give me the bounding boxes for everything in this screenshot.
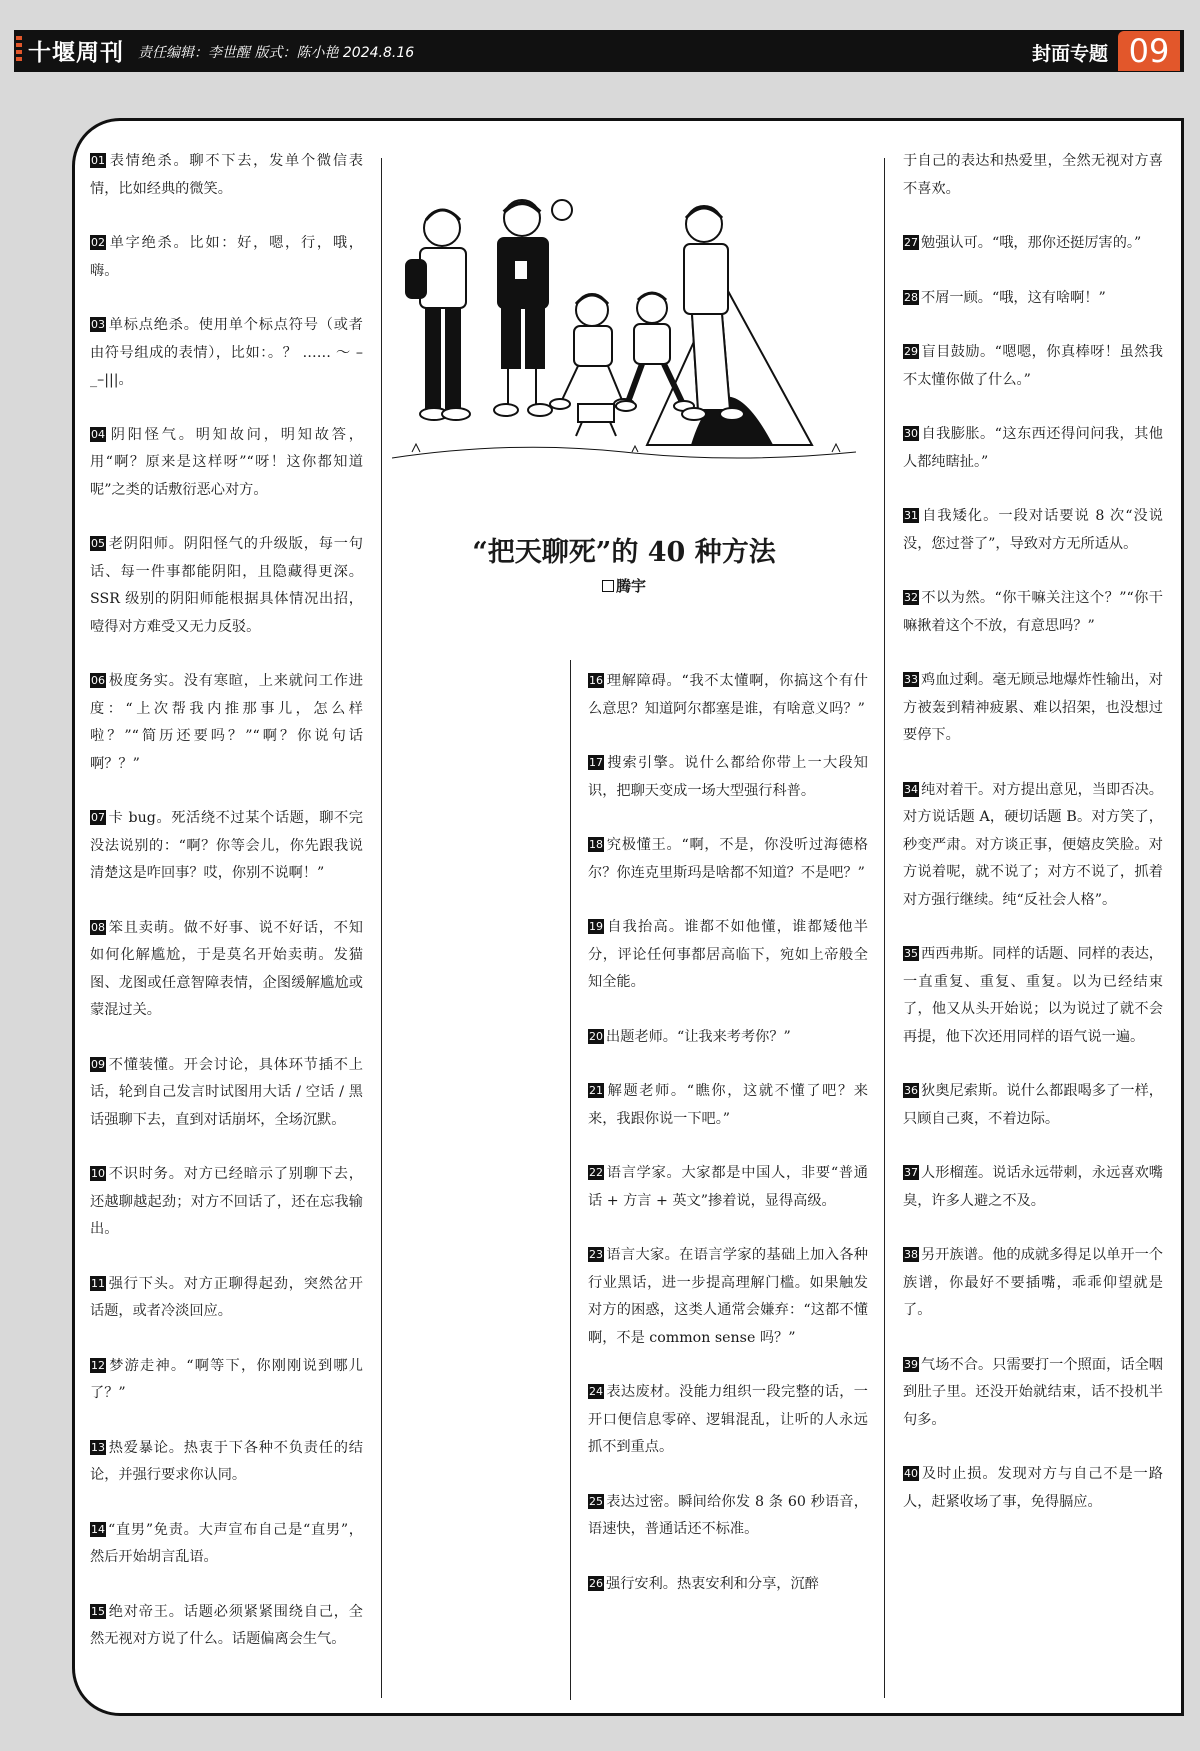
method-item: [903, 1461, 1163, 1516]
method-item: [90, 422, 363, 505]
method-number: 24: [589, 1385, 603, 1398]
method-text: 出题老师。“让我来考考你？”: [606, 1028, 791, 1045]
method-text: 强行安利。热衷安利和分享，沉醉: [606, 1575, 819, 1592]
method-text: 盲目鼓励。“嗯嗯，你真棒呀！虽然我不太懂你做了什么。”: [903, 344, 1163, 388]
method-number: 08: [91, 920, 105, 934]
method-number: 16: [589, 674, 603, 687]
method-text: 阴阳怪气。明知故问，明知故答，用“啊？原来是这样呀”“呀！这你都知道呢”之类的话敷衍恶心对方。: [90, 426, 363, 498]
method-item: [903, 285, 1163, 313]
method-item: [90, 230, 363, 285]
method-text: 不以为然。“你干嘛关注这个？”“你干嘛揪着这个不放，有意思吗？”: [903, 590, 1163, 634]
author-box-icon: [602, 580, 614, 592]
section-name: 封面专题: [1031, 43, 1108, 65]
method-number: 40: [904, 1467, 918, 1480]
method-number: 02: [91, 236, 105, 249]
method-text: 自我矮化。一段对话要说 8 次“没说没，您过誉了”，导致对方无所适从。: [903, 508, 1163, 552]
method-item: [90, 531, 363, 641]
method-text: 究极懂王。“啊，不是，你没听过海德格尔？你连克里斯玛是啥都不知道？不是吧？”: [588, 837, 868, 881]
method-text: 语言大家。在语言学家的基础上加入各种行业黑话，进一步提高理解门槛。如果触发对方的困惑，这类人通常会嫌弃：“这都不懂啊，不是 common sense 吗？”: [588, 1247, 868, 1346]
method-text: 表达过密。瞬间给你发 8 条 60 秒语音，语速快，普通话还不标准。: [588, 1493, 868, 1537]
method-item: [90, 1517, 363, 1572]
method-number: 31: [904, 509, 918, 522]
method-text: 鸡血过剩。毫无顾忌地爆炸性输出，对方被轰到精神疲累、难以招架，也没想过要停下。: [903, 672, 1163, 743]
method-text: 自我膨胀。“这东西还得问问我，其他人都纯瞎扯。”: [903, 426, 1163, 470]
article-title: “把天聊死”的 40 种方法: [472, 537, 776, 568]
method-item: [90, 1435, 363, 1490]
method-item: [903, 1078, 1163, 1133]
method-item: [90, 915, 363, 1025]
method-text: 人形榴莲。说话永远带刺，永远喜欢嘴臭，许多人避之不及。: [903, 1165, 1163, 1209]
method-text: 热爱暴论。热衷于下各种不负责任的结论，并强行要求你认同。: [90, 1439, 363, 1483]
method-text: 单标点绝杀。使用单个标点符号（或者由符号组成的表情），比如：。？ …… ～ –_–|||。: [90, 317, 363, 388]
column-divider-middle: [570, 660, 571, 1700]
method-number: 07: [91, 811, 105, 824]
method-text: 不屑一顾。“哦，这有啥啊！”: [921, 289, 1106, 306]
method-number: 04: [91, 427, 105, 441]
method-number: 15: [91, 1604, 105, 1618]
method-item: [588, 832, 868, 887]
masthead-stripe: [16, 36, 22, 64]
editor-info: 责任编辑：李世醒 版式：陈小艳 2024.8.16: [138, 45, 415, 61]
method-item: [903, 667, 1163, 750]
method-item: [588, 914, 868, 997]
method-item: [90, 148, 363, 203]
method-text: 纯对着干。对方提出意见，当即否决。对方说话题 A，硬切话题 B。对方笑了，秒变严肃。对方谈正事，便嬉皮笑脸。对方说着呢，就不说了；对方不说了，抓着对方强行继续。纯“反社会人格”。: [903, 781, 1163, 908]
method-number: 19: [589, 920, 603, 933]
method-text: 搜索引擎。说什么都给你带上一大段知识，把聊天变成一场大型强行科普。: [588, 755, 868, 799]
method-number: 36: [904, 1084, 918, 1097]
method-text: 表达废材。没能力组织一段完整的话，一开口便信息零碎、逻辑混乱，让听的人永远抓不到重点。: [588, 1384, 868, 1455]
method-text: 单字绝杀。比如：好，嗯，行，哦，嗨。: [90, 235, 363, 279]
method-item: [588, 1078, 868, 1133]
method-item: [903, 1352, 1163, 1435]
method-item: [588, 1024, 868, 1052]
method-number: 20: [589, 1029, 603, 1043]
method-text: 语言学家。大家都是中国人，非要“普通话 + 方言 + 英文”掺着说，显得高级。: [588, 1165, 868, 1209]
method-item: [588, 1379, 868, 1462]
method-text: 笨且卖萌。做不好事、说不好话，不知如何化解尴尬，于是莫名开始卖萌。发猫图、龙图或任意智障表情，企图缓解尴尬或蒙混过关。: [90, 919, 363, 1018]
method-number: 37: [904, 1166, 918, 1179]
method-item: [90, 1161, 363, 1244]
friends-camping-illustration: [392, 190, 856, 468]
method-text: 狄奥尼索斯。说什么都跟喝多了一样，只顾自己爽，不着边际。: [903, 1083, 1163, 1127]
method-text: 不懂装懂。开会讨论，具体环节插不上话，轮到自己发言时试图用大话 / 空话 / 黑话强聊下去，直到对话崩坏，全场沉默。: [90, 1056, 363, 1128]
method-item: [90, 668, 363, 778]
method-item: [588, 750, 868, 805]
method-item: [903, 503, 1163, 558]
column-3: [903, 148, 1163, 1543]
method-number: 18: [589, 838, 603, 851]
method-item: [588, 1489, 868, 1544]
method-item: [90, 1271, 363, 1326]
method-number: 11: [91, 1276, 105, 1290]
method-text: 强行下头。对方正聊得起劲，突然岔开话题，或者冷淡回应。: [90, 1275, 363, 1319]
method-number: 01: [91, 154, 105, 167]
illustration: [392, 190, 856, 468]
method-item: [903, 339, 1163, 394]
method-text: 卡 bug。死活绕不过某个话题，聊不完没法说别的：“啊？你等会儿，你先跟我说清楚这是咋回事？哎，你别不说啊！”: [90, 810, 363, 881]
method-text: 理解障碍。“我不太懂啊，你搞这个有什么意思？知道阿尔都塞是谁，有啥意义吗？”: [588, 673, 868, 717]
method-item: [90, 312, 363, 395]
column-1: [90, 148, 363, 1681]
method-text: 解题老师。“瞧你，这就不懂了吧？来来，我跟你说一下吧。”: [588, 1083, 868, 1127]
method-item: [90, 1353, 363, 1408]
method-item: [588, 1160, 868, 1215]
method-number: 09: [91, 1057, 105, 1071]
method-item: [90, 805, 363, 888]
method-item: [588, 668, 868, 723]
method-text: 梦游走神。“啊等下，你刚刚说到哪儿了？”: [90, 1357, 363, 1401]
method-item: [903, 941, 1163, 1051]
method-number: 13: [91, 1440, 105, 1454]
article-author: [392, 575, 856, 596]
method-text: 表情绝杀。聊不下去，发单个微信表情，比如经典的微笑。: [90, 153, 363, 197]
method-item: [90, 1599, 363, 1654]
method-number: 05: [91, 537, 105, 550]
method-text: 老阴阳师。阴阳怪气的升级版，每一句话、每一件事都能阴阳，且隐藏得更深。SSR 级别的阴阳师能根据具体情况出招，噎得对方难受又无力反驳。: [90, 536, 363, 635]
method-item: [903, 421, 1163, 476]
method-number: 29: [904, 345, 918, 358]
header-bar: [14, 30, 1184, 72]
method-text: 不识时务。对方已经暗示了别聊下去，还越聊越起劲；对方不回话了，还在忘我输出。: [90, 1166, 363, 1237]
method-number: 34: [904, 782, 918, 796]
column-divider-left: [381, 158, 382, 1698]
method-text: 气场不合。只需要打一个照面，话全咽到肚子里。还没开始就结束，话不投机半句多。: [903, 1356, 1163, 1428]
method-item: [588, 1242, 868, 1352]
page-number: 09: [1118, 31, 1180, 71]
column-divider-right: [884, 158, 885, 1698]
method-number: 23: [589, 1248, 603, 1261]
method-item: [903, 585, 1163, 640]
method-number: 22: [589, 1166, 603, 1179]
method-number: 33: [904, 673, 918, 686]
method-number: 17: [589, 756, 603, 769]
author-name: 腾宇: [615, 577, 646, 595]
method-number: 06: [91, 674, 105, 687]
column-3-lead: 于自己的表达和热爱里，全然无视对方喜不喜欢。: [903, 153, 1163, 197]
method-number: 39: [904, 1357, 918, 1371]
method-text: 极度务实。没有寒暄，上来就问工作进度：“上次帮我内推那事儿，怎么样啦？”“简历还要吗？”“啊？你说句话啊？？”: [90, 673, 363, 772]
method-number: 10: [91, 1167, 105, 1180]
method-item: [903, 777, 1163, 915]
method-number: 38: [904, 1248, 918, 1261]
method-item: [588, 1571, 868, 1599]
method-item: [903, 1160, 1163, 1215]
method-text: 自我抬高。谁都不如他懂，谁都矮他半分，评论任何事都居高临下，宛如上帝般全知全能。: [588, 919, 868, 990]
method-text: “直男”免责。大声宣布自己是“直男”，然后开始胡言乱语。: [90, 1521, 363, 1565]
method-text: 另开族谱。他的成就多得足以单开一个族谱，你最好不要插嘴，乖乖仰望就是了。: [903, 1247, 1163, 1318]
masthead: 十堰周刊: [28, 39, 124, 66]
method-text: 及时止损。发现对方与自己不是一路人，赶紧收场了事，免得膈应。: [903, 1466, 1163, 1510]
method-number: 03: [91, 318, 105, 331]
method-number: 32: [904, 591, 918, 604]
method-text: 勉强认可。“哦，那你还挺厉害的。”: [921, 235, 1142, 251]
method-number: 21: [589, 1084, 603, 1097]
column-2: [588, 668, 868, 1625]
method-item: [903, 1242, 1163, 1325]
method-number: 30: [904, 427, 918, 440]
method-text: 绝对帝王。话题必须紧紧围绕自己，全然无视对方说了什么。话题偏离会生气。: [90, 1603, 363, 1647]
method-item: [90, 1052, 363, 1135]
method-text: 西西弗斯。同样的话题、同样的表达，一直重复、重复、重复。以为已经结束了，他又从头开始说；以为说过了就不会再提，他下次还用同样的语气说一遍。: [903, 946, 1163, 1045]
method-number: 14: [91, 1522, 105, 1536]
method-number: 27: [904, 236, 918, 249]
method-item: [903, 230, 1163, 258]
method-number: 28: [904, 290, 918, 304]
method-number: 35: [904, 947, 918, 960]
method-number: 25: [589, 1494, 603, 1508]
method-number: 12: [91, 1358, 105, 1372]
method-number: 26: [589, 1576, 603, 1590]
